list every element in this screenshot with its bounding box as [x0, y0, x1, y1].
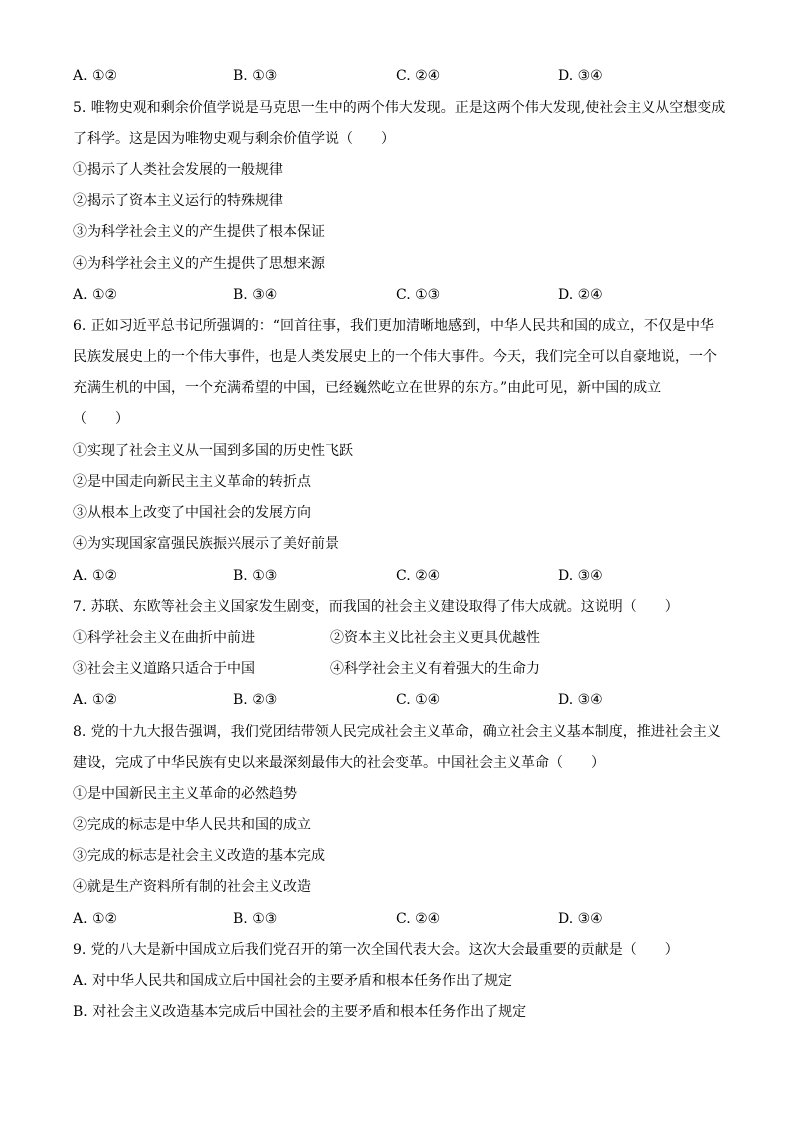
- q6-stem-line: 6. 正如习近平总书记所强调的：“回首往事，我们更加清晰地感到，中华人民共和国的成立，不仅是中华: [73, 318, 714, 334]
- option-c: C. ①④: [396, 692, 441, 708]
- q8-item: ④就是生产资料所有制的社会主义改造: [73, 879, 311, 895]
- q5-item: ④为科学社会主义的产生提供了思想来源: [73, 256, 325, 272]
- q6-stem-line: 充满生机的中国，一个充满希望的中国，已经巍然屹立在世界的东方。”由此可见，新中国的成立: [73, 380, 662, 396]
- option-d: D. ③④: [558, 68, 603, 84]
- option-a: A. ①②: [73, 911, 118, 927]
- option-c: C. ②④: [396, 568, 441, 584]
- q7-item: ④科学社会主义有着强大的生命力: [330, 661, 540, 677]
- q7-item: ②资本主义比社会主义更具优越性: [330, 630, 540, 646]
- q8-stem-line: 8. 党的十九大报告强调，我们党团结带领人民完成社会主义革命，确立社会主义基本制度，推进社会主义: [73, 724, 721, 740]
- q5-item: ③为科学社会主义的产生提供了根本保证: [73, 224, 325, 240]
- q8-item: ①是中国新民主主义革命的必然趋势: [73, 786, 297, 802]
- option-d: D. ③④: [558, 568, 603, 584]
- option-c: C. ②④: [396, 911, 441, 927]
- q6-stem-line: 民族发展史上的一个伟大事件，也是人类发展史上的一个伟大事件。今天，我们完全可以自豪地说，一个: [73, 349, 717, 365]
- option-a: A. ①②: [73, 568, 118, 584]
- option-c: C. ②④: [396, 68, 441, 84]
- option-d: D. ②④: [558, 287, 603, 303]
- q7-item-row: [73, 659, 733, 679]
- option-c: C. ①③: [396, 287, 441, 303]
- q8-item: ②完成的标志是中华人民共和国的成立: [73, 817, 311, 833]
- option-b: B. ①③: [233, 68, 278, 84]
- q7-item: ①科学社会主义在曲折中前进: [73, 630, 255, 646]
- q8-stem-line: 建设，完成了中华民族有史以来最深刻最伟大的社会变革。中国社会主义革命（ ）: [73, 755, 605, 771]
- q6-item: ①实现了社会主义从一国到多国的历史性飞跃: [73, 443, 353, 459]
- q5-options: [73, 285, 733, 305]
- q8-item: ③完成的标志是社会主义改造的基本完成: [73, 848, 325, 864]
- q6-item: ④为实现国家富强民族振兴展示了美好前景: [73, 536, 339, 552]
- q7-options: [73, 690, 733, 710]
- q5-stem-line: 了科学。这是因为唯物史观与剩余价值学说（ ）: [73, 131, 395, 147]
- q9-choice-b: B. 对社会主义改造基本完成后中国社会的主要矛盾和根本任务作出了规定: [73, 1004, 527, 1020]
- q9-choice-a: A. 对中华人民共和国成立后中国社会的主要矛盾和根本任务作出了规定: [73, 973, 513, 989]
- q5-item: ②揭示了资本主义运行的特殊规律: [73, 193, 283, 209]
- option-b: B. ①③: [233, 568, 278, 584]
- option-a: A. ①②: [73, 287, 118, 303]
- q7-stem-line: 7. 苏联、东欧等社会主义国家发生剧变，而我国的社会主义建设取得了伟大成就。这说明（ ）: [73, 599, 679, 615]
- q6-item: ③从根本上改变了中国社会的发展方向: [73, 505, 311, 521]
- option-b: B. ③④: [233, 287, 278, 303]
- q7-item: ③社会主义道路只适合于中国: [73, 661, 255, 677]
- option-a: A. ①②: [73, 68, 118, 84]
- q5-stem-line: 5. 唯物史观和剩余价值学说是马克思一生中的两个伟大发现。正是这两个伟大发现,使社会主义从空想变成: [73, 100, 726, 116]
- option-d: D. ③④: [558, 911, 603, 927]
- option-b: B. ②③: [233, 692, 278, 708]
- q6-item: ②是中国走向新民主主义革命的转折点: [73, 474, 311, 490]
- q8-options: [73, 909, 733, 929]
- q6-options: [73, 566, 733, 586]
- q9-stem-line: 9. 党的八大是新中国成立后我们党召开的第一次全国代表大会。这次大会最重要的贡献是（ ）: [73, 942, 679, 958]
- option-a: A. ①②: [73, 692, 118, 708]
- option-d: D. ③④: [558, 692, 603, 708]
- q5-item: ①揭示了人类社会发展的一般规律: [73, 162, 283, 178]
- q7-item-row: [73, 628, 733, 648]
- q6-stem-line: （ ）: [73, 411, 129, 427]
- q4-options: [73, 66, 733, 86]
- option-b: B. ①③: [233, 911, 278, 927]
